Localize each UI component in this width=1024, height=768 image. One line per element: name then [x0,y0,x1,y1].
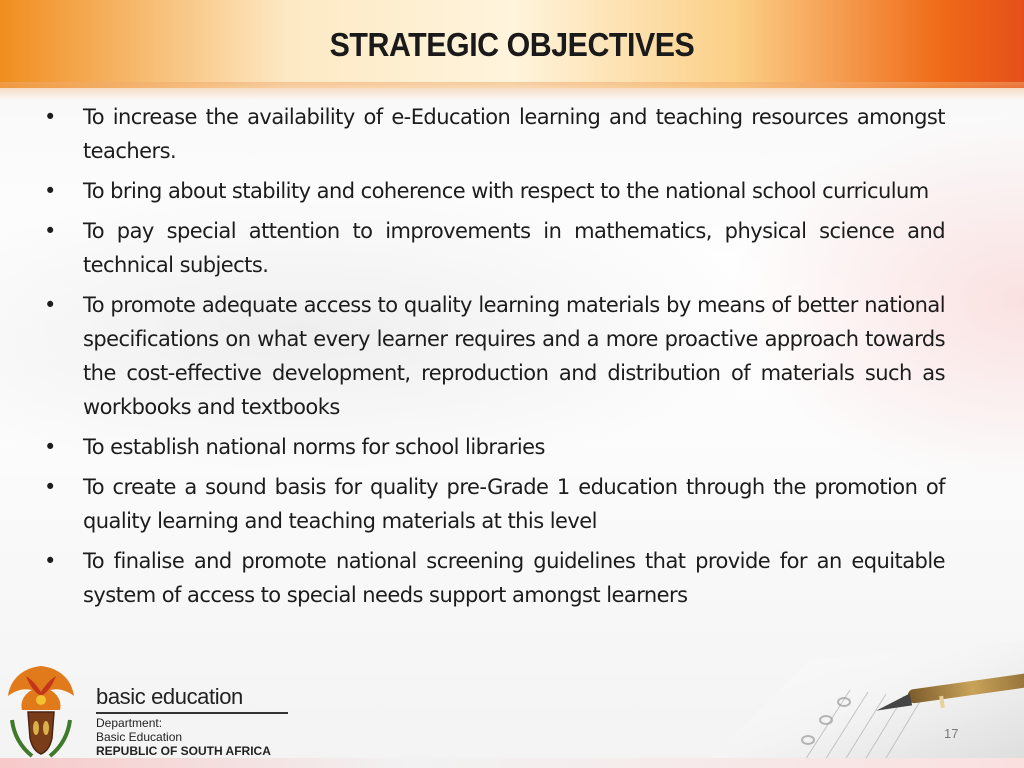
list-item [40,470,945,538]
department-line1: Department: [96,716,163,730]
bullet-text: To increase the availability of e-Education learning and teaching resources amongst teachers. [83,105,945,163]
list-item [40,288,945,424]
bullet-icon: • [44,475,56,499]
bullet-text: To bring about stability and coherence with respect to the national school curriculum [83,179,929,203]
brand-name: basic education [96,684,243,709]
bullet-icon: • [44,435,56,459]
bullet-icon: • [44,179,56,203]
country-name: REPUBLIC OF SOUTH AFRICA [96,744,271,758]
bullet-text: To promote adequate access to quality learning materials by means of better national specifications on what every learner requires and a more proactive approach towards the cost-effective development, reproduction and distribution of materials such as workbooks and textbooks [83,293,945,419]
coat-of-arms-icon [2,662,80,768]
list-item [40,174,945,208]
list-item [40,544,945,612]
footer-strip [0,758,1024,768]
bullet-icon: • [44,219,56,243]
department-logo [0,662,300,768]
bullet-text: To finalise and promote national screening guidelines that provide for an equitable system of access to special needs support amongst learners [83,549,945,607]
page-number: 17 [944,726,959,741]
bullet-icon: • [44,293,56,317]
list-item [40,100,945,168]
bullet-text: To pay special attention to improvements in mathematics, physical science and technical subjects. [83,219,945,277]
bullet-text: To create a sound basis for quality pre-Grade 1 education through the promotion of quality learning and teaching materials at this level [83,475,945,533]
department-line2: Basic Education [96,730,183,744]
department-text [96,716,271,758]
bullet-text: To establish national norms for school libraries [83,435,545,459]
objectives-list [40,100,945,618]
list-item [40,430,945,464]
slide-title: STRATEGIC OBJECTIVES [329,26,695,63]
notebook-pen-icon [700,620,1024,768]
list-item [40,214,945,282]
bullet-icon: • [44,105,56,129]
bullet-icon: • [44,549,56,573]
brand-divider [96,712,288,714]
